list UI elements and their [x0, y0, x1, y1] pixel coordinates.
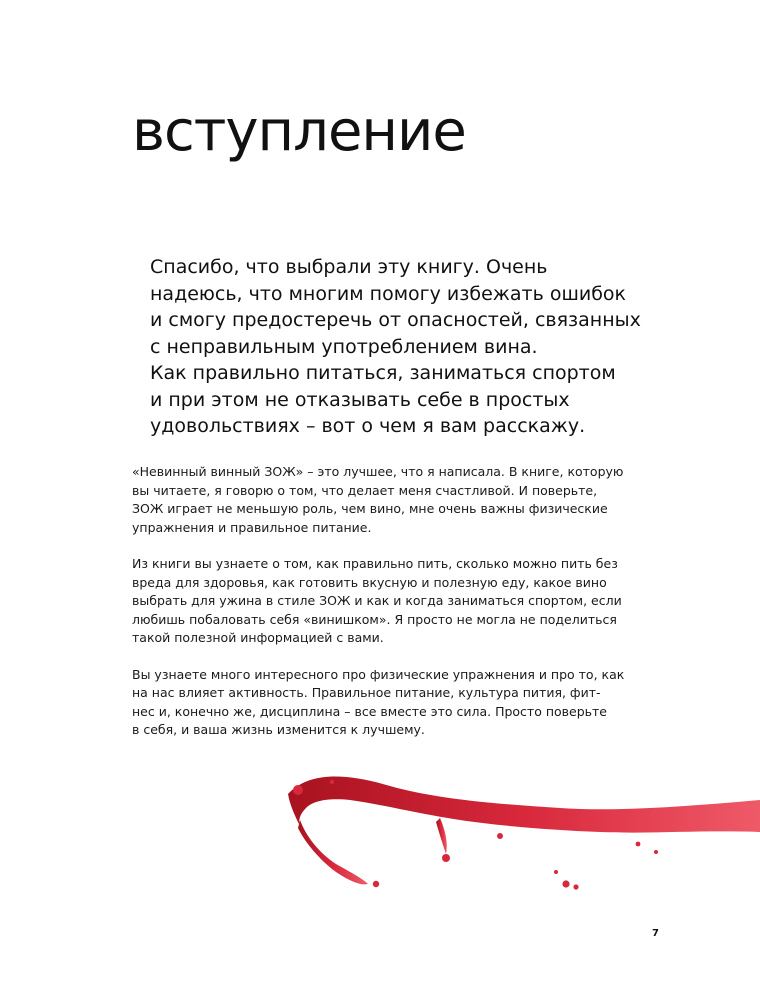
body-line: Вы узнаете много интересного про физические упражнения и про то, как: [132, 666, 625, 682]
lead-line: и при этом не отказывать себе в простых: [150, 388, 570, 411]
body-line: в себя, и ваша жизнь изменится к лучшему.: [132, 722, 425, 737]
lead-line: удовольствиях – вот о чем я вам расскажу.: [150, 415, 586, 437]
lead-line: с неправильным употреблением вина.: [150, 335, 538, 358]
body-text: [132, 463, 625, 758]
wine-droplet: [654, 850, 658, 854]
lead-line: надеюсь, что многим помогу избежать ошибок: [150, 282, 627, 305]
body-line: вреда для здоровья, как готовить вкусную и полезную еду, какое вино: [132, 574, 607, 590]
wine-stream: [288, 776, 760, 832]
body-line: «Невинный винный ЗОЖ» – это лучшее, что я написала. В книге, которую: [132, 464, 624, 479]
wine-curl: [298, 820, 368, 884]
body-line: на нас влияет активность. Правильное питание, культура пития, фит-: [132, 685, 601, 700]
body-line: нес и, конечно же, дисциплина – все вместе это сила. Просто поверьте: [132, 703, 607, 719]
lead-line: Как правильно питаться, заниматься спортом: [150, 362, 616, 384]
body-line: ЗОЖ играет не меньшую роль, чем вино, мне очень важны физические: [132, 501, 608, 516]
body-line: Из книги вы узнаете о том, как правильно пить, сколько можно пить без: [132, 556, 618, 571]
wine-droplet: [497, 833, 503, 839]
wine-droplet: [442, 854, 450, 862]
wine-droplet: [636, 842, 641, 847]
body-line: такой полезной информацией с вами.: [132, 630, 384, 645]
wine-splash-illustration: [270, 760, 760, 900]
body-paragraph-2: [132, 555, 622, 648]
wine-droplet: [554, 870, 558, 874]
wine-droplet: [373, 881, 379, 887]
body-line: вы читаете, я говорю о том, что делает меня счастливой. И поверьте,: [132, 482, 598, 498]
lead-line: и смогу предостеречь от опасностей, связанных: [150, 309, 641, 331]
lead-line: Спасибо, что выбрали эту книгу. Очень: [150, 256, 548, 278]
body-paragraph-3: [132, 666, 625, 740]
wine-droplet: [573, 884, 578, 889]
wine-drip-strand: [436, 818, 447, 854]
body-line: любишь побаловать себя «винишком». Я просто не могла не поделиться: [132, 611, 617, 627]
page-title: вступление: [132, 99, 466, 164]
wine-droplet: [293, 785, 303, 795]
body-line: упражнения и правильное питание.: [132, 519, 372, 535]
body-paragraph-1: [132, 463, 624, 537]
wine-droplet: [562, 880, 569, 887]
wine-droplet: [330, 780, 334, 784]
lead-paragraph: [150, 254, 641, 440]
body-line: выбрать для ужина в стиле ЗОЖ и как и когда заниматься спортом, если: [132, 593, 622, 608]
page-number: 7: [652, 928, 659, 939]
